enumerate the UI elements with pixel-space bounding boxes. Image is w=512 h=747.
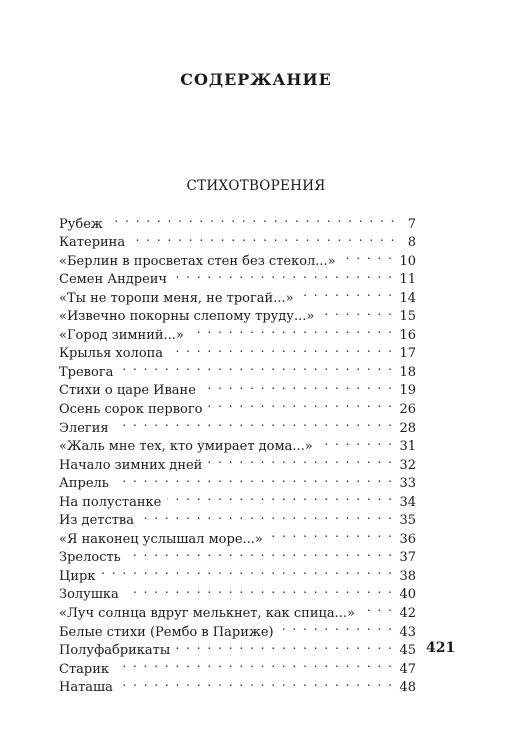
entry-page: 14 [399,290,416,306]
entry-title: Семен Андреич [59,272,168,288]
entry-page: 37 [399,550,416,566]
entry-title: Белые стихи (Рембо в Париже) [59,624,274,640]
entry-title: Крылья холопа [59,346,164,362]
entry-page: 26 [399,402,416,418]
entry-title: Катерина [59,235,126,251]
toc-entry[interactable] [59,673,416,696]
toc-entry[interactable] [59,487,416,510]
entry-title: Зрелость [59,550,121,566]
dot-leader [361,598,393,617]
entry-title: Наташа [59,680,113,696]
dot-leader [131,228,396,247]
dot-leader [115,413,394,432]
entry-page: 48 [399,680,416,696]
entry-title: Золушка [59,587,119,603]
dot-leader [115,654,393,673]
page-number: 421 [426,640,456,656]
dot-leader [176,636,393,655]
entry-title: «Извечно покорны слепому труду...» [59,309,315,325]
entry-title: Тревога [59,364,114,380]
entry-title: Осень сорок первого [59,402,203,418]
contents-heading: СОДЕРЖАНИЕ [180,70,332,89]
entry-title: Цирк [59,568,96,584]
dot-leader [125,580,394,599]
entry-page: 34 [399,494,416,510]
dot-leader [169,339,393,358]
dot-leader [208,450,393,469]
entry-page: 43 [399,624,416,640]
dot-leader [167,487,393,506]
entry-title: «Луч солнца вдруг мелькнет, как спица...» [59,606,355,622]
dot-leader [190,320,394,339]
dot-leader [202,376,394,395]
entry-title: «Город зимний...» [59,327,184,343]
entry-page: 7 [407,216,416,232]
entry-title: Стихи о царе Иване [59,383,196,399]
entry-page: 33 [399,476,416,492]
entry-page: 8 [407,235,416,251]
entry-page: 42 [399,606,416,622]
dot-leader [109,209,396,228]
dot-leader [119,357,393,376]
entry-title: Рубеж [59,216,103,232]
toc-entry[interactable] [59,580,416,603]
entry-page: 28 [399,420,416,436]
toc-entry[interactable] [59,228,416,251]
entry-page: 32 [399,457,416,473]
entry-page: 40 [399,587,416,603]
entry-title: Начало зимних дней [59,457,203,473]
entry-title: «Жаль мне тех, кто умирает дома...» [59,439,313,455]
dot-leader [320,302,393,321]
entry-title: Апрель [59,476,109,492]
entry-title: Старик [59,661,110,677]
entry-title: «Ты не торопи меня, не трогай...» [59,290,294,306]
dot-leader [208,394,393,413]
dot-leader [269,524,394,543]
dot-leader [101,561,393,580]
dot-leader [140,506,393,525]
entry-page: 31 [399,439,416,455]
entry-title: Элегия [59,420,109,436]
dot-leader [300,283,394,302]
entry-page: 36 [399,531,416,547]
entry-page: 15 [399,309,416,325]
entry-page: 10 [399,253,416,269]
dot-leader [319,432,394,451]
entry-page: 19 [399,383,416,399]
toc-entry[interactable] [59,432,416,455]
entry-page: 35 [399,513,416,529]
entry-title: «Берлин в просветах стен без стекол...» [59,253,336,269]
dot-leader [127,543,394,562]
dot-leader [342,246,394,265]
dot-leader [280,617,394,636]
entry-title: «Я наконец услышал море...» [59,531,263,547]
entry-title: Из детства [59,513,134,529]
entry-page: 38 [399,568,416,584]
toc-entry[interactable] [59,561,416,584]
entry-title: Полуфабрикаты [59,643,171,659]
entry-page: 47 [399,661,416,677]
entry-page: 45 [399,643,416,659]
section-heading: СТИХОТВОРЕНИЯ [186,178,326,194]
dot-leader [173,265,393,284]
toc-entry[interactable] [59,209,416,232]
entry-page: 17 [399,346,416,362]
table-of-contents [59,209,416,696]
entry-title: На полустанке [59,494,162,510]
dot-leader [119,673,394,692]
entry-page: 18 [399,364,416,380]
dot-leader [115,469,394,488]
entry-page: 11 [399,272,416,288]
entry-page: 16 [399,327,416,343]
